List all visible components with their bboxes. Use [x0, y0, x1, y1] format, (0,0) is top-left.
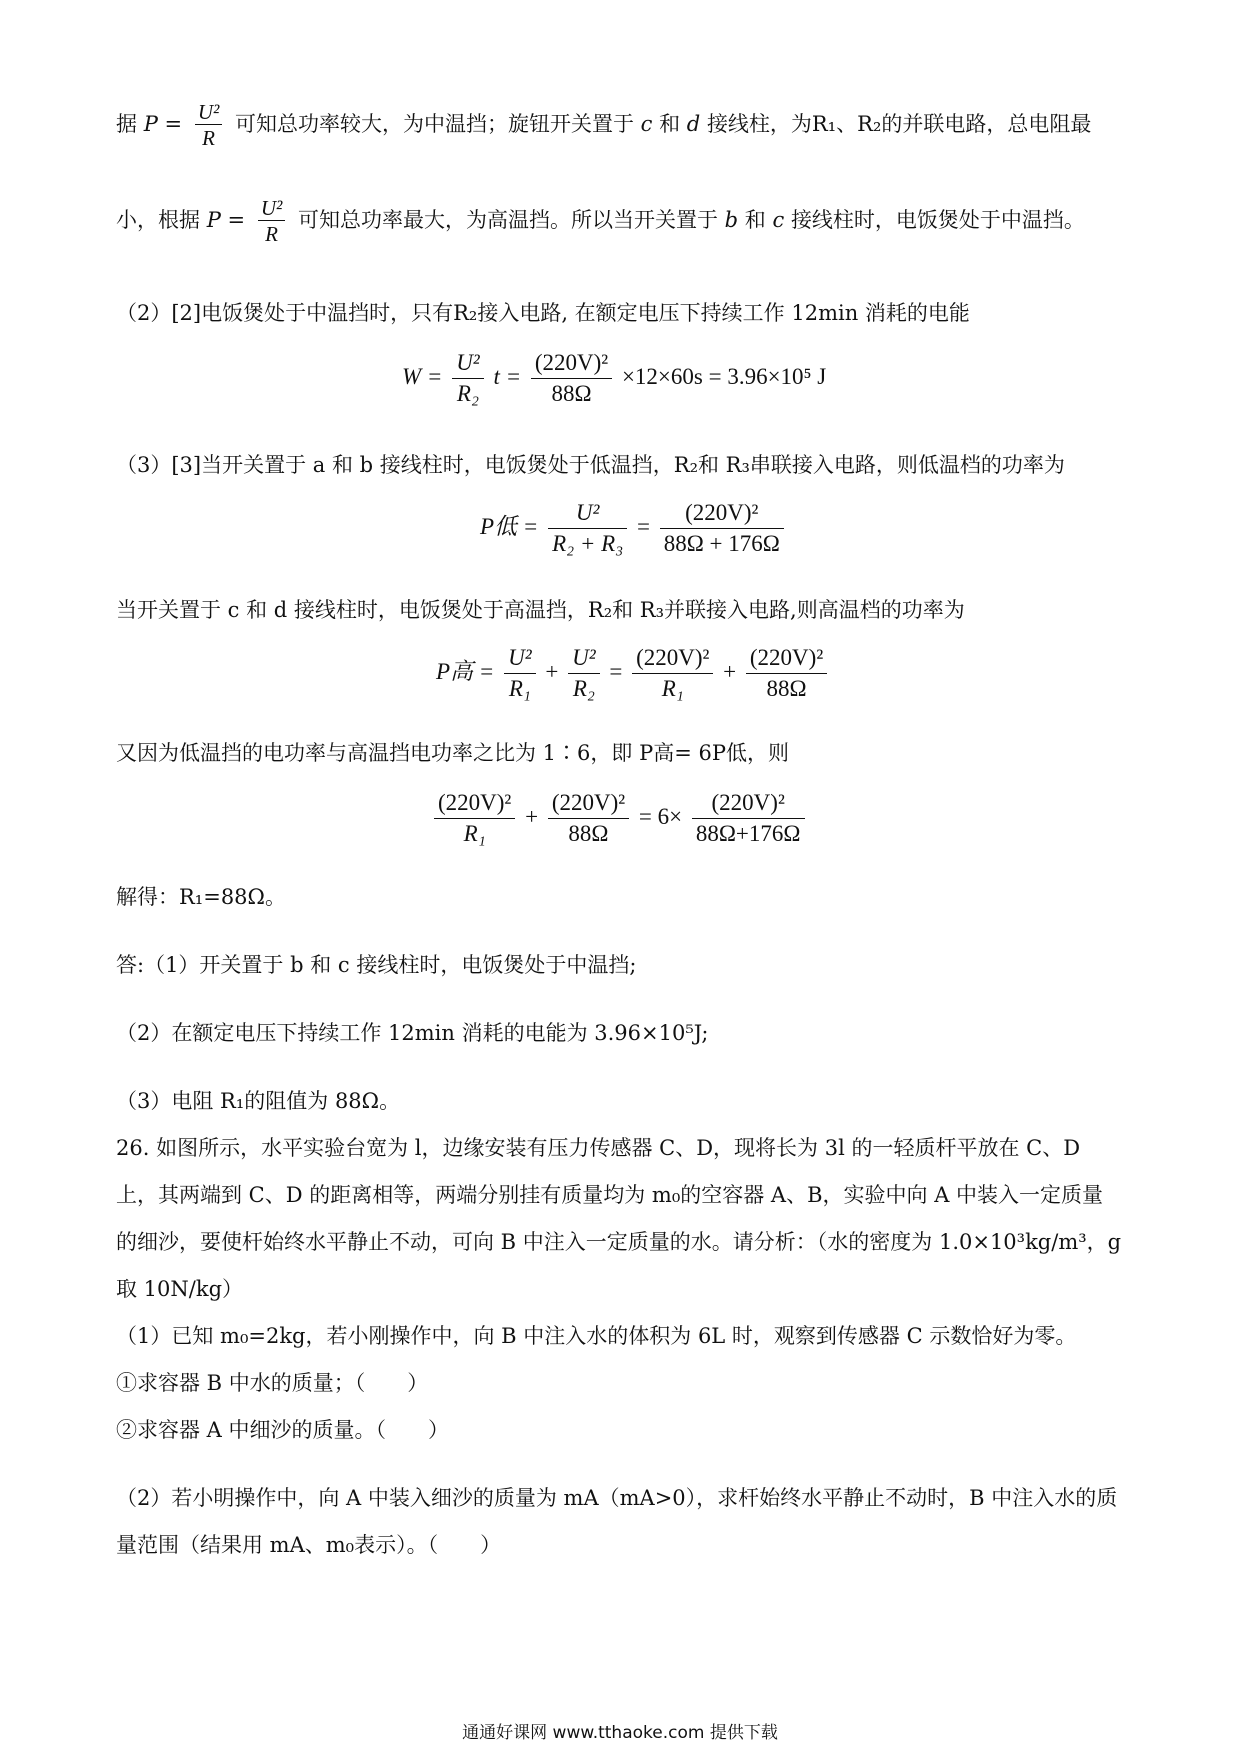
equation-solve [430, 790, 809, 847]
fraction-numerator: U² [504, 645, 536, 674]
fraction-denominator: R [202, 126, 215, 150]
text-line-2 [116, 196, 1126, 247]
text-line-19: 量范围（结果用 mA、m₀表示）。（ ） [116, 1533, 502, 1557]
fraction-numerator: (220V)² [692, 790, 805, 819]
fraction-denominator: R₁ [463, 821, 486, 846]
equation-energy [402, 350, 826, 407]
fraction-denominator: 88Ω+176Ω [695, 821, 801, 846]
text-line-7: 解得：R₁=88Ω。 [116, 885, 286, 909]
formula-symbol: P [206, 208, 221, 232]
text-fragment: 和 [659, 112, 681, 136]
formula-fraction [632, 645, 713, 702]
fraction-numerator: U² [452, 350, 484, 379]
fraction-denominator: R₁ [661, 676, 684, 701]
text-line-4: （3）[3]当开关置于 a 和 b 接线柱时，电饭煲处于低温挡，R₂和 R₃串联接入电路，则低温档的功率为 [116, 453, 1065, 477]
text-fragment: 小，根据 [116, 208, 200, 232]
text-line-1 [116, 100, 1126, 151]
fraction-numerator: U² [258, 196, 285, 221]
formula-operator: + [723, 658, 737, 684]
text-line-9: （2）在额定电压下持续工作 12min 消耗的电能为 3.96×10⁵J; [116, 1021, 709, 1045]
formula-operator: = 6× [638, 803, 683, 829]
equation-high-power [436, 645, 831, 702]
text-fragment: 接线柱，为R₁、R₂的并联电路，总电阻最 [706, 112, 1092, 136]
formula-symbol: P低 = [480, 513, 539, 539]
fraction-numerator: (220V)² [660, 500, 784, 529]
formula-operator: + [525, 803, 539, 829]
formula-fraction [434, 790, 515, 847]
text-fragment: 据 [116, 112, 137, 136]
formula-operator: t = [493, 363, 522, 389]
text-line-16: ①求容器 B 中水的质量；（ ） [116, 1371, 429, 1395]
formula-fraction [746, 645, 827, 702]
formula-fraction [531, 350, 612, 407]
formula-symbol: P [143, 112, 158, 136]
formula-fraction [548, 500, 627, 557]
formula-fraction [195, 100, 222, 151]
formula-fraction [504, 645, 536, 702]
formula-fraction [568, 645, 600, 702]
text-line-3: （2）[2]电饭煲处于中温挡时，只有R₂接入电路, 在额定电压下持续工作 12min 消耗的电能 [116, 301, 970, 325]
formula-operator: + [545, 658, 559, 684]
fraction-denominator: R₁ [508, 676, 531, 701]
text-line-8: 答:（1）开关置于 b 和 c 接线柱时，电饭煲处于中温挡; [116, 953, 637, 977]
formula-fraction [692, 790, 805, 847]
fraction-numerator: (220V)² [632, 645, 713, 674]
text-fragment: 接线柱时，电饭煲处于中温挡。 [790, 208, 1085, 232]
text-fragment: 可知总功率最大，为高温挡。所以当开关置于 [297, 208, 718, 232]
formula-fraction [258, 196, 285, 247]
formula-operator: = [164, 112, 183, 136]
formula-symbol: P高 = [436, 658, 495, 684]
fraction-denominator: R₂ + R₃ [552, 531, 624, 556]
fraction-numerator: U² [548, 500, 627, 529]
formula-fraction [548, 790, 629, 847]
formula-fraction [452, 350, 484, 407]
page-footer: 通通好课网 www.tthaoke.com 提供下载 [462, 1723, 778, 1743]
text-fragment: b [724, 208, 739, 232]
fraction-numerator: (220V)² [746, 645, 827, 674]
text-fragment: 和 [744, 208, 766, 232]
formula-operator: = [609, 658, 623, 684]
fraction-numerator: U² [568, 645, 600, 674]
text-line-18: （2）若小明操作中，向 A 中装入细沙的质量为 mA（mA>0），求杆始终水平静止不动时，B 中注入水的质 [116, 1486, 1118, 1510]
fraction-denominator: R [265, 222, 278, 246]
text-fragment: d [686, 112, 701, 136]
text-fragment: c [772, 208, 785, 232]
fraction-denominator: 88Ω [568, 821, 609, 846]
text-line-5: 当开关置于 c 和 d 接线柱时，电饭煲处于高温挡，R₂和 R₃并联接入电路,则高温档的功率为 [116, 598, 965, 622]
formula-symbol: W = [402, 363, 443, 389]
text-line-10: （3）电阻 R₁的阻值为 88Ω。 [116, 1089, 401, 1113]
formula-result: ×12×60s = 3.96×10⁵ J [621, 363, 827, 389]
fraction-denominator: R₂ [456, 381, 479, 406]
text-fragment: c [640, 112, 653, 136]
text-line-11: 26. 如图所示，水平实验台宽为 l，边缘安装有压力传感器 C、D，现将长为 3l 的一轻质杆平放在 C、D [116, 1136, 1081, 1160]
text-line-6: 又因为低温挡的电功率与高温挡电功率之比为 1∶6，即 P高= 6P低，则 [116, 741, 789, 765]
fraction-numerator: (220V)² [531, 350, 612, 379]
text-line-12: 上，其两端到 C、D 的距离相等，两端分别挂有质量均为 m₀的空容器 A、B，实验中向 A 中装入一定质量 [116, 1183, 1104, 1207]
equation-low-power [480, 500, 788, 557]
text-line-14: 取 10N/kg） [116, 1277, 244, 1301]
fraction-numerator: (220V)² [434, 790, 515, 819]
fraction-denominator: 88Ω [551, 381, 592, 406]
fraction-numerator: (220V)² [548, 790, 629, 819]
text-fragment: 可知总功率较大，为中温挡；旋钮开关置于 [234, 112, 634, 136]
text-line-17: ②求容器 A 中细沙的质量。（ ） [116, 1418, 450, 1442]
fraction-denominator: R₂ [572, 676, 595, 701]
formula-fraction [660, 500, 784, 557]
fraction-denominator: 88Ω [766, 676, 807, 701]
text-line-13: 的细沙，要使杆始终水平静止不动，可向 B 中注入一定质量的水。请分析：（水的密度为 1.0×10³kg/m³，g [116, 1230, 1122, 1254]
text-line-15: （1）已知 m₀=2kg，若小刚操作中，向 B 中注入水的体积为 6L 时，观察到传感器 C 示数恰好为零。 [116, 1324, 1077, 1348]
formula-operator: = [227, 208, 246, 232]
fraction-denominator: 88Ω + 176Ω [663, 531, 780, 556]
fraction-numerator: U² [195, 100, 222, 125]
formula-operator: = [636, 513, 650, 539]
